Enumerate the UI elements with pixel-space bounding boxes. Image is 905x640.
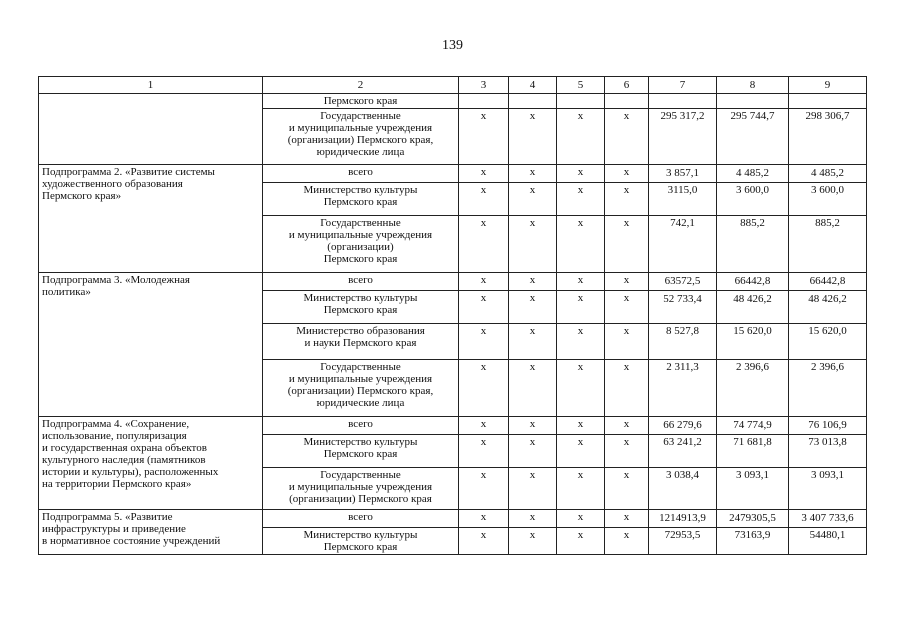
code-cell: х [605, 165, 649, 183]
code-cell: х [509, 183, 557, 216]
amount-cell: 76 106,9 [789, 417, 867, 435]
amount-cell [789, 94, 867, 109]
amount-cell: 298 306,7 [789, 109, 867, 165]
amount-cell: 71 681,8 [717, 435, 789, 468]
code-cell: х [557, 360, 605, 417]
page-number: 139 [442, 38, 463, 53]
amount-cell: 3 600,0 [789, 183, 867, 216]
code-cell: х [557, 468, 605, 510]
header-row [39, 77, 867, 94]
amount-cell: 4 485,2 [717, 165, 789, 183]
amount-cell: 2 396,6 [789, 360, 867, 417]
executor-name: всего [263, 417, 459, 435]
amount-cell: 3 857,1 [649, 165, 717, 183]
col-header: 6 [605, 77, 649, 94]
code-cell: х [459, 528, 509, 555]
executor-name: Пермского края [263, 94, 459, 109]
code-cell: х [509, 528, 557, 555]
code-cell: х [557, 324, 605, 360]
amount-cell: 2479305,5 [717, 510, 789, 528]
amount-cell: 52 733,4 [649, 291, 717, 324]
code-cell: х [509, 417, 557, 435]
code-cell: х [557, 291, 605, 324]
code-cell: х [557, 528, 605, 555]
amount-cell: 66442,8 [717, 273, 789, 291]
code-cell: х [557, 510, 605, 528]
code-cell: х [605, 183, 649, 216]
col-header: 2 [263, 77, 459, 94]
code-cell: х [509, 273, 557, 291]
code-cell: х [605, 324, 649, 360]
executor-name: всего [263, 510, 459, 528]
col-header: 8 [717, 77, 789, 94]
code-cell: х [605, 360, 649, 417]
amount-cell: 295 317,2 [649, 109, 717, 165]
amount-cell: 72953,5 [649, 528, 717, 555]
executor-name: Министерство культуры Пермского края [263, 528, 459, 555]
budget-table [38, 76, 867, 555]
amount-cell: 2 396,6 [717, 360, 789, 417]
col-header: 5 [557, 77, 605, 94]
code-cell: х [459, 216, 509, 273]
executor-name: Государственные и муниципальные учреждения (организации) Пермского края [263, 216, 459, 273]
code-cell: х [509, 510, 557, 528]
amount-cell: 63 241,2 [649, 435, 717, 468]
col-header: 9 [789, 77, 867, 94]
amount-cell: 73 013,8 [789, 435, 867, 468]
code-cell [509, 94, 557, 109]
code-cell: х [459, 417, 509, 435]
program-name: Подпрограмма 4. «Сохранение, использование, популяризация и государственная охрана объектов культурного наследия (памятников истории и культуры), расположенных на территории Пермского края» [39, 417, 263, 510]
code-cell: х [459, 324, 509, 360]
col-header: 7 [649, 77, 717, 94]
amount-cell: 74 774,9 [717, 417, 789, 435]
code-cell: х [459, 291, 509, 324]
code-cell: х [509, 291, 557, 324]
code-cell: х [605, 216, 649, 273]
amount-cell: 3 038,4 [649, 468, 717, 510]
program-name: Подпрограмма 3. «Молодежная политика» [39, 273, 263, 417]
amount-cell: 48 426,2 [717, 291, 789, 324]
code-cell: х [605, 435, 649, 468]
code-cell: х [459, 435, 509, 468]
amount-cell: 885,2 [717, 216, 789, 273]
code-cell: х [605, 528, 649, 555]
amount-cell: 3115,0 [649, 183, 717, 216]
amount-cell [717, 94, 789, 109]
code-cell: х [557, 417, 605, 435]
amount-cell: 2 311,3 [649, 360, 717, 417]
amount-cell: 8 527,8 [649, 324, 717, 360]
amount-cell: 73163,9 [717, 528, 789, 555]
table-row [39, 510, 867, 528]
executor-name: Государственные и муниципальные учреждения (организации) Пермского края, юридические лица [263, 360, 459, 417]
amount-cell: 295 744,7 [717, 109, 789, 165]
code-cell: х [459, 273, 509, 291]
amount-cell: 885,2 [789, 216, 867, 273]
program-name [39, 94, 263, 165]
program-name: Подпрограмма 5. «Развитие инфраструктуры и приведение в нормативное состояние учреждений [39, 510, 263, 555]
code-cell [557, 94, 605, 109]
code-cell: х [509, 216, 557, 273]
amount-cell: 54480,1 [789, 528, 867, 555]
amount-cell: 63572,5 [649, 273, 717, 291]
col-header: 4 [509, 77, 557, 94]
table-row [39, 273, 867, 291]
code-cell: х [557, 435, 605, 468]
amount-cell [649, 94, 717, 109]
code-cell [459, 94, 509, 109]
code-cell: х [605, 417, 649, 435]
code-cell: х [557, 183, 605, 216]
amount-cell: 3 600,0 [717, 183, 789, 216]
amount-cell: 4 485,2 [789, 165, 867, 183]
executor-name: Министерство культуры Пермского края [263, 183, 459, 216]
table-row [39, 94, 867, 109]
code-cell: х [557, 273, 605, 291]
code-cell: х [605, 468, 649, 510]
code-cell: х [605, 109, 649, 165]
code-cell [605, 94, 649, 109]
amount-cell: 3 093,1 [717, 468, 789, 510]
executor-name: всего [263, 165, 459, 183]
code-cell: х [509, 324, 557, 360]
amount-cell: 1214913,9 [649, 510, 717, 528]
executor-name: Министерство культуры Пермского края [263, 435, 459, 468]
code-cell: х [605, 273, 649, 291]
code-cell: х [459, 183, 509, 216]
executor-name: Министерство культуры Пермского края [263, 291, 459, 324]
amount-cell: 66442,8 [789, 273, 867, 291]
executor-name: Государственные и муниципальные учреждения (организации) Пермского края, юридические лица [263, 109, 459, 165]
code-cell: х [459, 468, 509, 510]
executor-name: Министерство образования и науки Пермского края [263, 324, 459, 360]
col-header: 1 [39, 77, 263, 94]
amount-cell: 48 426,2 [789, 291, 867, 324]
code-cell: х [509, 468, 557, 510]
code-cell: х [459, 510, 509, 528]
code-cell: х [557, 165, 605, 183]
code-cell: х [509, 360, 557, 417]
executor-name: Государственные и муниципальные учреждения (организации) Пермского края [263, 468, 459, 510]
code-cell: х [509, 435, 557, 468]
code-cell: х [459, 360, 509, 417]
table-row [39, 417, 867, 435]
amount-cell: 742,1 [649, 216, 717, 273]
code-cell: х [509, 165, 557, 183]
code-cell: х [605, 510, 649, 528]
amount-cell: 3 407 733,6 [789, 510, 867, 528]
code-cell: х [557, 109, 605, 165]
code-cell: х [459, 165, 509, 183]
executor-name: всего [263, 273, 459, 291]
code-cell: х [509, 109, 557, 165]
col-header: 3 [459, 77, 509, 94]
amount-cell: 66 279,6 [649, 417, 717, 435]
amount-cell: 15 620,0 [717, 324, 789, 360]
table-row [39, 165, 867, 183]
code-cell: х [459, 109, 509, 165]
amount-cell: 3 093,1 [789, 468, 867, 510]
program-name: Подпрограмма 2. «Развитие системы художественного образования Пермского края» [39, 165, 263, 273]
code-cell: х [605, 291, 649, 324]
amount-cell: 15 620,0 [789, 324, 867, 360]
code-cell: х [557, 216, 605, 273]
